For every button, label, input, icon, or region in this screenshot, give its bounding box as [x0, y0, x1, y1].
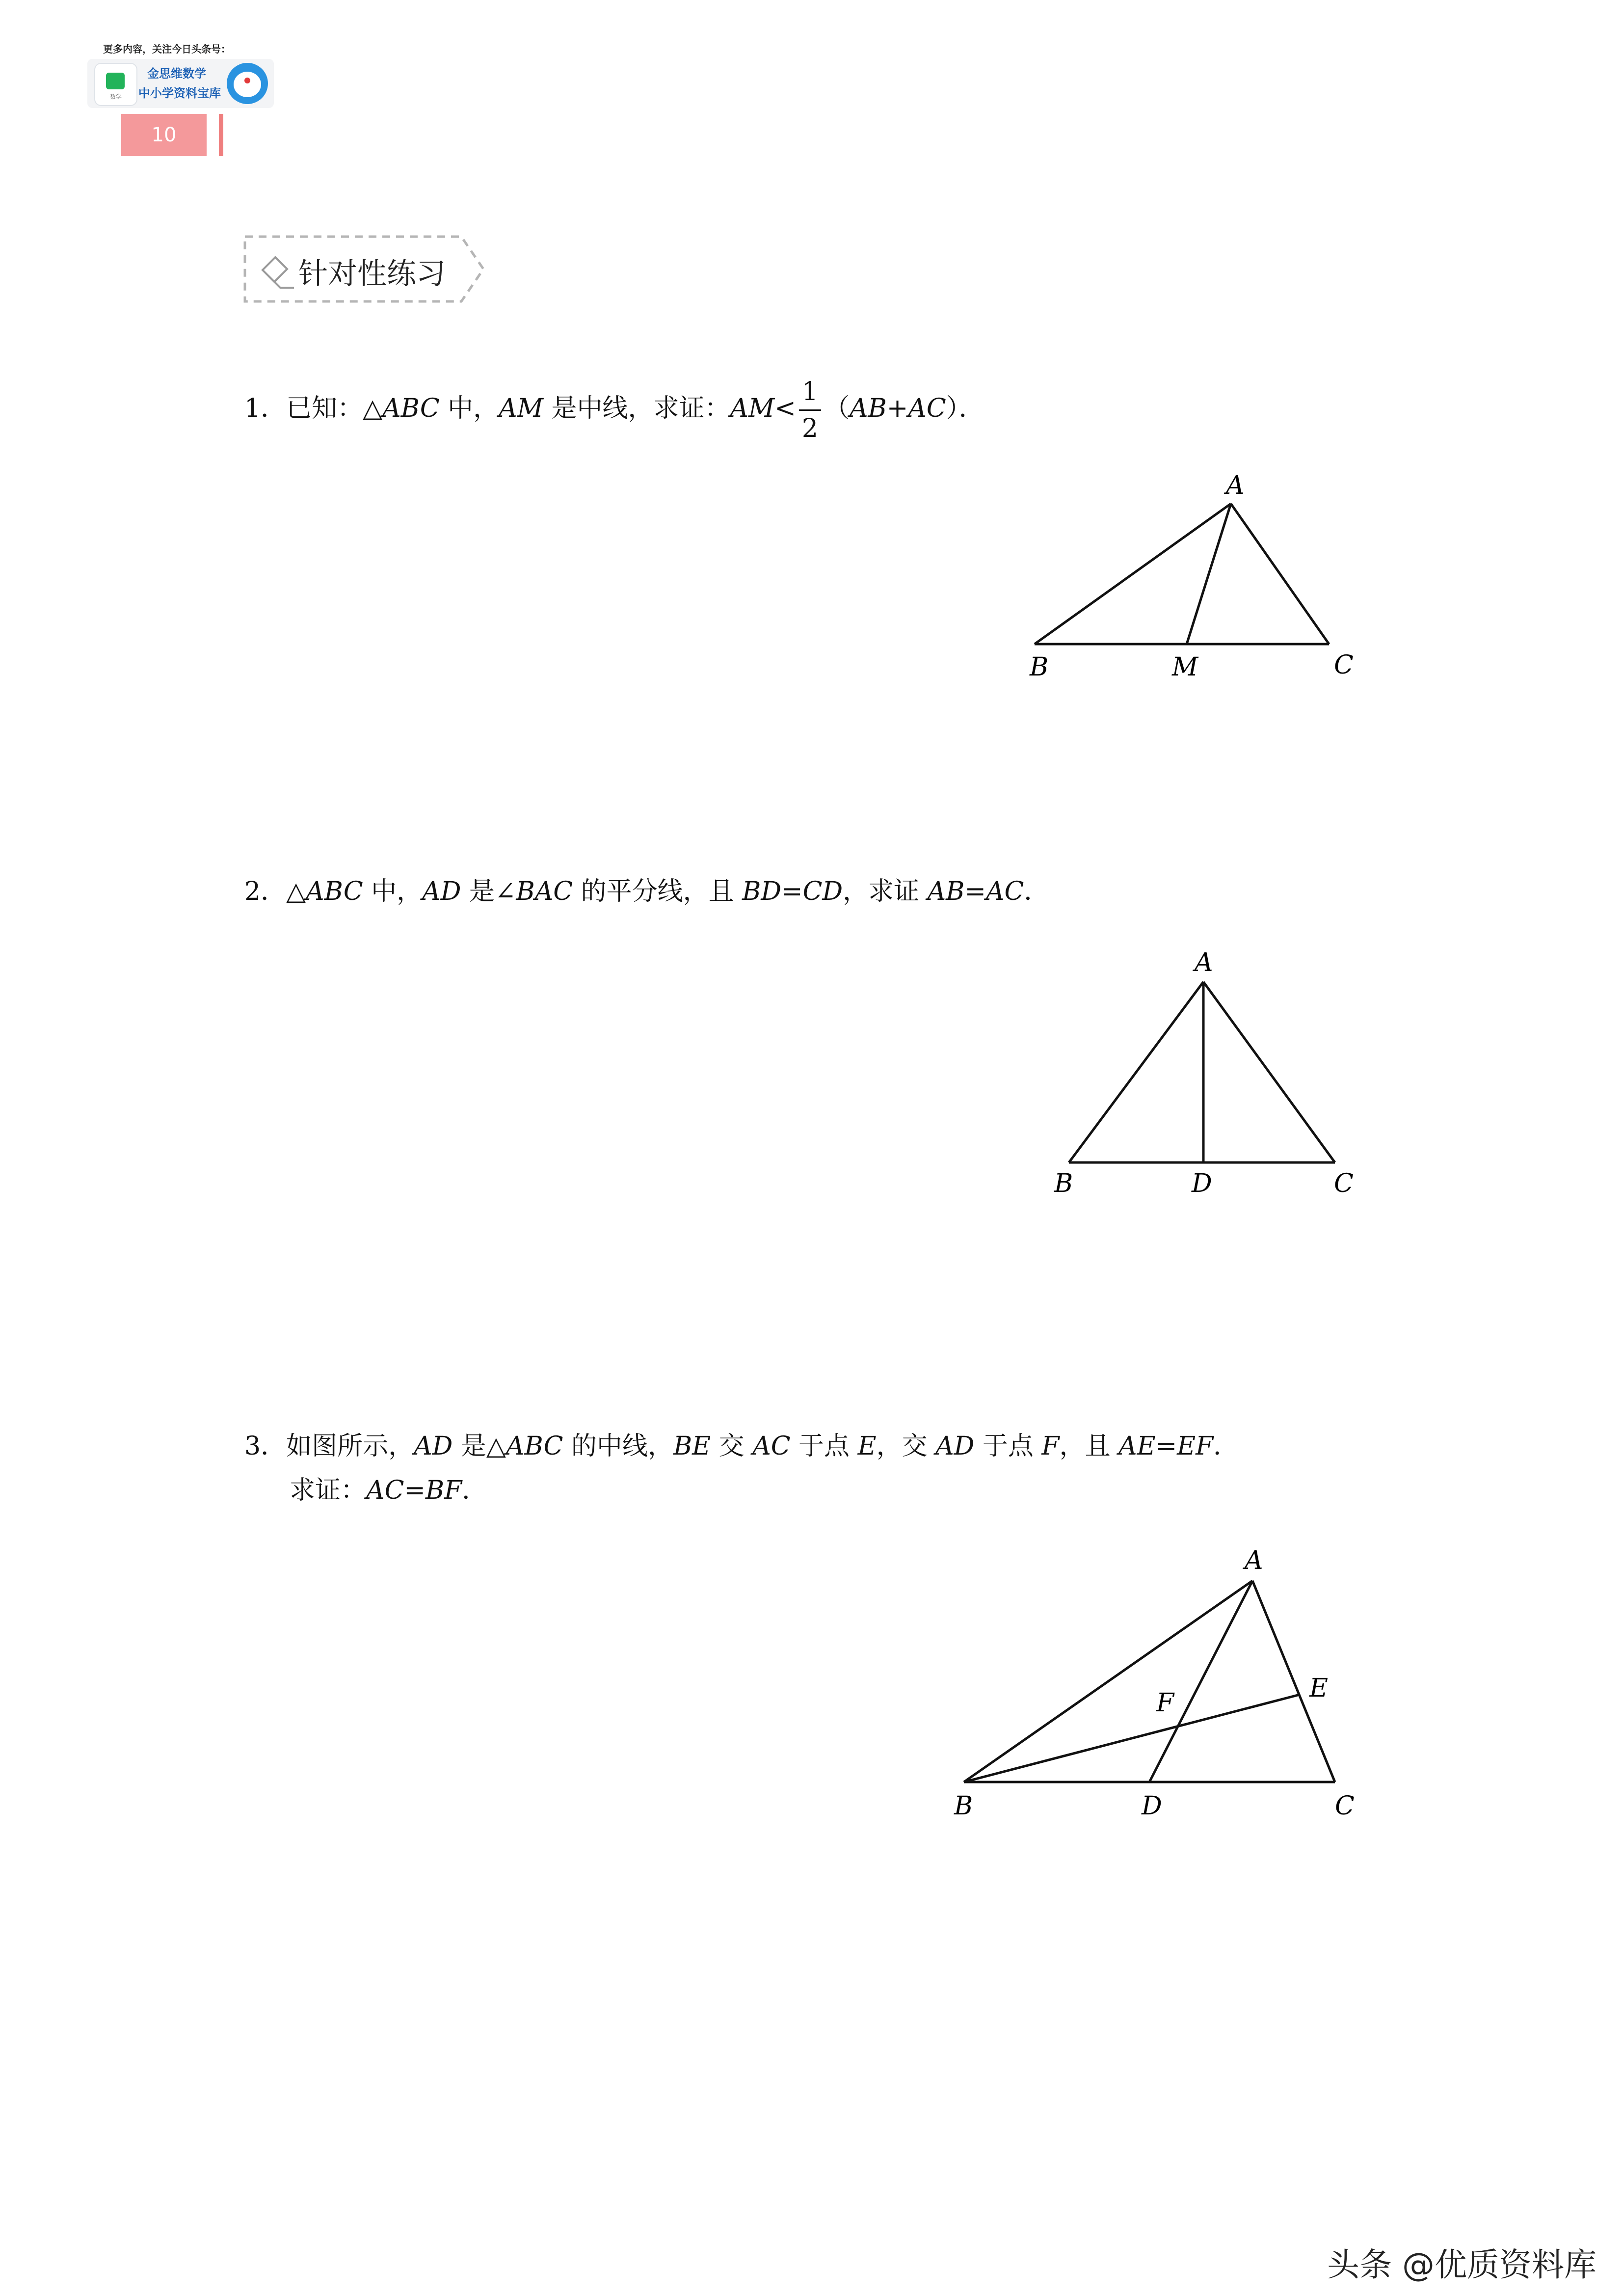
- label-c: C: [1334, 1169, 1354, 1198]
- problem-3-goal: 求证：AC=BF．: [290, 1476, 488, 1505]
- segment-be: [964, 1695, 1300, 1782]
- problem-number: 2．: [244, 877, 287, 906]
- label-f: F: [1156, 1688, 1174, 1718]
- label-e: E: [1309, 1674, 1328, 1703]
- segment-ab: [1035, 504, 1231, 644]
- segment-ad: [1149, 1581, 1252, 1782]
- label-b: B: [1054, 1169, 1073, 1198]
- label-m: M: [1172, 652, 1198, 682]
- app-logo-icon: [94, 63, 137, 106]
- section-title: 针对性练习: [298, 257, 446, 291]
- segment-ab: [1069, 982, 1203, 1162]
- label-b: B: [1030, 652, 1049, 682]
- label-c: C: [1335, 1791, 1355, 1821]
- problem-number: 1．: [244, 394, 287, 423]
- label-a: A: [1226, 471, 1245, 500]
- label-c: C: [1334, 650, 1354, 680]
- problem-number: 3．: [244, 1432, 287, 1461]
- footer-watermark: 头条 @优质资料库: [1327, 2246, 1596, 2284]
- problem-3-statement: 3．如图所示，AD 是△ABC 的中线，BE 交 AC 于点 E，交 AD 于点 F，且 AE=EF．: [244, 1432, 1239, 1461]
- segment-am: [1187, 504, 1231, 644]
- logo-subtitle: 中小学资料宝库: [138, 86, 221, 100]
- problem-2-statement: 2．△ABC 中，AD 是∠BAC 的平分线，且 BD=CD，求证 AB=AC．: [244, 877, 1050, 906]
- eraser-icon: [263, 257, 294, 288]
- figure-2-triangle: [1040, 943, 1374, 1198]
- segment-ac: [1203, 982, 1335, 1162]
- segment-ac: [1231, 504, 1329, 644]
- label-b: B: [954, 1791, 973, 1821]
- header-note: 更多内容，关注今日头条号：: [103, 43, 231, 55]
- logo-title: 金思维数学: [147, 67, 206, 81]
- label-d: D: [1142, 1791, 1162, 1821]
- figure-3-triangle: [947, 1537, 1379, 1831]
- problem-1-statement: 1．已知：△ABC 中，AM 是中线，求证：AM< $\frac{1}{2}$ （AB+AC）．: [244, 377, 984, 443]
- figure-1-triangle: [1021, 461, 1374, 697]
- label-a: A: [1245, 1546, 1263, 1575]
- fraction: $\frac{1}{2}$: [799, 379, 821, 441]
- mascot-icon: [227, 63, 268, 104]
- segment-ab: [964, 1581, 1252, 1782]
- label-a: A: [1195, 948, 1213, 977]
- label-d: D: [1192, 1169, 1212, 1198]
- page-number: 10: [121, 114, 207, 156]
- page-number-bar: [219, 114, 223, 156]
- app-logo-text: 数学: [109, 93, 122, 100]
